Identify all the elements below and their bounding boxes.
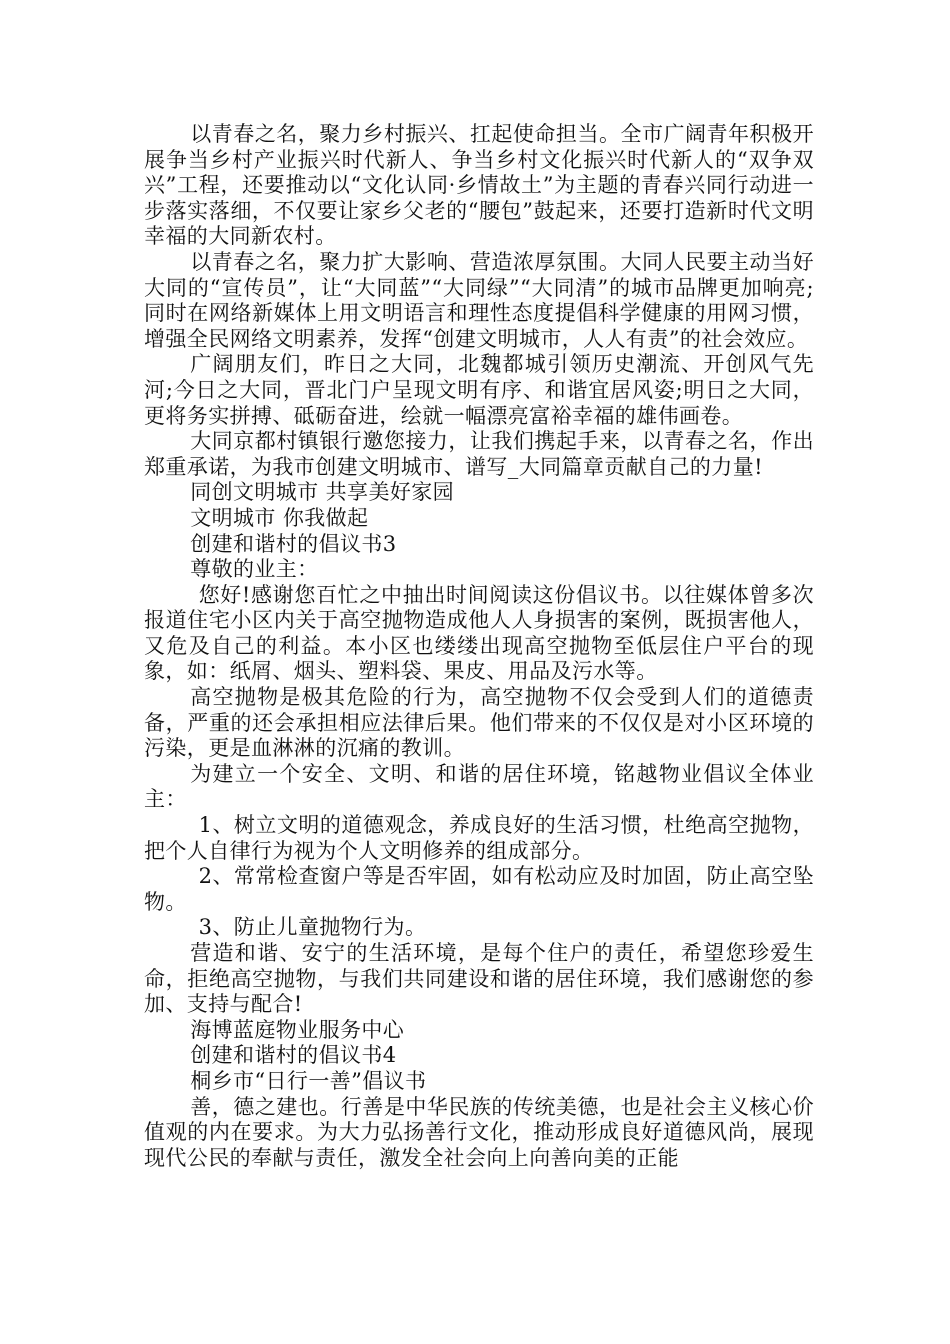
paragraph: 广阔朋友们，昨日之大同，北魏都城引领历史潮流、开创风气先河;今日之大同，晋北门户呈现文明有序、和谐宜居风姿;明日之大同，更将务实拼搏、砥砺奋进，绘就一幅漂亮富裕幸福的雄伟画卷。: [144, 352, 814, 428]
paragraph: 善，德之建也。行善是中华民族的传统美德，也是社会主义核心价值观的内在要求。为大力弘扬善行文化，推动形成良好道德风尚，展现现代公民的奉献与责任，激发全社会向上向善向美的正能: [144, 1094, 814, 1170]
section-heading: 创建和谐村的倡议书4: [190, 1043, 397, 1068]
paragraph: 以青春之名，聚力扩大影响、营造浓厚氛围。大同人民要主动当好大同的“宣传员”，让“大同蓝”“大同绿”“大同清”的城市品牌更加响亮;同时在网络新媒体上用文明语言和理性态度提倡科学健康的用网习惯，增强全民网络文明素养，发挥“创建文明城市，人人有责”的社会效应。: [144, 249, 814, 351]
paragraph: 您好!感谢您百忙之中抽出时间阅读这份倡议书。以往媒体曾多次报道住宅小区内关于高空抛物造成他人人身损害的案例，既损害他人，又危及自己的利益。本小区也缕缕出现高空抛物至低层住户平台的现象，如：纸屑、烟头、塑料袋、果皮、用品及污水等。: [144, 582, 814, 684]
salutation: 尊敬的业主：: [190, 557, 319, 582]
paragraph: 高空抛物是极其危险的行为，高空抛物不仅会受到人们的道德责备，严重的还会承担相应法律后果。他们带来的不仅仅是对小区环境的污染，更是血淋淋的沉痛的教训。: [144, 685, 814, 761]
section-heading: 创建和谐村的倡议书3: [190, 531, 397, 556]
list-item: 3、防止儿童抛物行为。: [198, 915, 427, 940]
document-title: 桐乡市“日行一善”倡议书: [190, 1068, 427, 1093]
slogan-line: 文明城市 你我做起: [190, 505, 369, 530]
list-item: 1、树立文明的道德观念，养成良好的生活习惯，杜绝高空抛物，把个人自律行为视为个人文明修养的组成部分。: [144, 813, 814, 863]
signature-line: 海博蓝庭物业服务中心: [190, 1017, 405, 1042]
document-body: [144, 122, 814, 1171]
paragraph: 营造和谐、安宁的生活环境，是每个住户的责任，希望您珍爱生命，拒绝高空抛物，与我们共同建设和谐的居住环境，我们感谢您的参加、支持与配合!: [144, 941, 814, 1017]
paragraph: 为建立一个安全、文明、和谐的居住环境，铭越物业倡议全体业主：: [144, 761, 814, 812]
paragraph: 以青春之名，聚力乡村振兴、扛起使命担当。全市广阔青年积极开展争当乡村产业振兴时代新人、争当乡村文化振兴时代新人的“双争双兴”工程，还要推动以“文化认同·乡情故土”为主题的青春兴同行动进一步落实落细，不仅要让家乡父老的“腰包”鼓起来，还要打造新时代文明幸福的大同新农村。: [144, 122, 814, 249]
list-item: 2、常常检查窗户等是否牢固，如有松动应及时加固，防止高空坠物。: [144, 864, 814, 914]
paragraph: 大同京都村镇银行邀您接力，让我们携起手来，以青春之名，作出郑重承诺，为我市创建文明城市、谱写_大同篇章贡献自己的力量!: [144, 429, 814, 479]
slogan-line: 同创文明城市 共享美好家园: [190, 480, 455, 505]
